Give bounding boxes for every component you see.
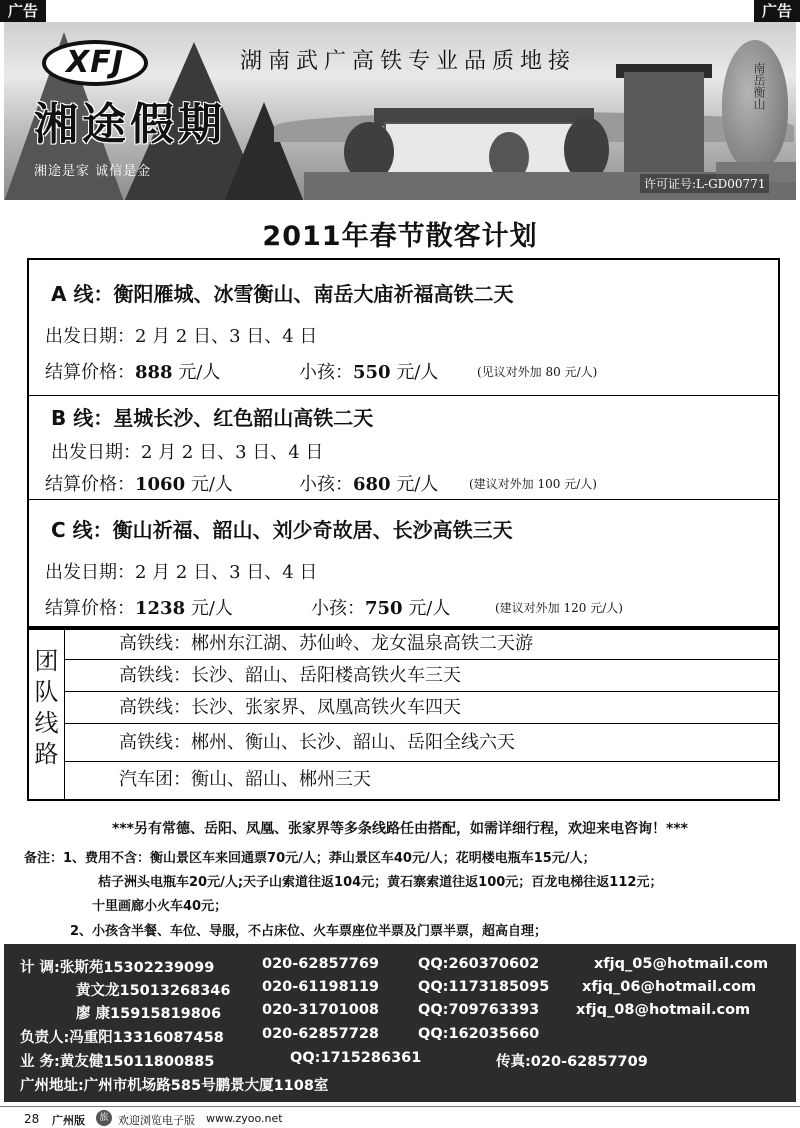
contact-email: xfjq_08@hotmail.com xyxy=(576,1002,751,1018)
website-link[interactable]: www.zyoo.net xyxy=(206,1112,283,1125)
brand-name: 湘途假期 xyxy=(34,99,226,150)
route-a-child-price xyxy=(299,358,438,384)
magazine-logo-icon: 旅 xyxy=(96,1110,112,1126)
group-tours-label xyxy=(29,628,65,799)
group-label-char: 队 xyxy=(34,678,59,706)
welcome-text: 欢迎浏览电子版 xyxy=(118,1114,195,1127)
child-unit: 元/人 xyxy=(396,474,439,495)
contact-address: 广州地址:广州市机场路585号鹏景大厦1108室 xyxy=(20,1078,329,1094)
route-b-child-price xyxy=(299,470,438,496)
route-a xyxy=(29,260,778,396)
contact-qq: QQ:260370602 xyxy=(418,956,540,972)
more-routes-notice: ***另有常德、岳阳、凤凰、张家界等多条线路任由搭配，如需详细行程，欢迎来电咨询！*** xyxy=(112,821,688,837)
former-residence-building xyxy=(384,122,584,177)
remark-line: 备注：1、费用不含：衡山景区车来回通票70元/人；莽山景区车40元/人；花明楼电瓶车15元/人； xyxy=(24,851,596,866)
child-price: 680 xyxy=(353,474,391,495)
route-b-price xyxy=(45,470,233,496)
temple xyxy=(624,72,704,172)
group-tour-row: 汽车团：衡山、韶山、郴州三天 xyxy=(119,769,371,790)
contact-name: 业 务:黄友健15011800885 xyxy=(20,1054,215,1070)
banner-headline: 湖南武广高铁专业品质地接 xyxy=(240,49,577,74)
routes-box xyxy=(27,258,780,630)
stone-inscription: 南岳衡山 xyxy=(752,62,766,110)
child-label: 小孩： xyxy=(299,474,353,495)
contact-phone: 020-62857769 xyxy=(262,956,379,972)
route-b-note: (建议对外加 100 元/人) xyxy=(469,477,597,491)
contact-panel xyxy=(4,944,796,1102)
route-a-note: (见议对外加 80 元/人) xyxy=(477,365,598,379)
contact-phone: 020-61198119 xyxy=(262,979,379,995)
plan-title: 2011年春节散客计划 xyxy=(262,221,538,252)
contact-name: 计 调:张斯苑15302239099 xyxy=(20,960,215,976)
ad-tag-right: 广告 xyxy=(754,0,800,22)
route-c-child-price xyxy=(311,594,450,620)
banner xyxy=(4,22,796,200)
route-a-title: A 线：衡阳雁城、冰雪衡山、南岳大庙祈福高铁二天 xyxy=(51,282,514,306)
contact-name: 廖 康15915819806 xyxy=(76,1006,222,1022)
company-logo: XFJ xyxy=(42,40,148,86)
child-label: 小孩： xyxy=(299,362,353,383)
child-price: 550 xyxy=(353,362,391,383)
route-c-title: C 线：衡山祈福、韶山、刘少奇故居、长沙高铁三天 xyxy=(51,518,513,542)
remark-line: 十里画廊小火车40元； xyxy=(92,899,228,914)
group-tour-row: 高铁线：郴州东江湖、苏仙岭、龙女温泉高铁二天游 xyxy=(65,628,778,660)
route-a-price xyxy=(45,358,220,384)
child-unit: 元/人 xyxy=(396,362,439,383)
route-a-dates: 出发日期：2 月 2 日、3 日、4 日 xyxy=(45,326,318,347)
contact-phone: 020-62857728 xyxy=(262,1026,379,1042)
group-label-char: 线 xyxy=(34,709,59,737)
route-c-price xyxy=(45,594,233,620)
contact-name: 黄文龙15013268346 xyxy=(76,983,231,999)
route-c-dates: 出发日期：2 月 2 日、3 日、4 日 xyxy=(45,562,318,583)
price-label: 结算价格： xyxy=(45,362,135,383)
remark-line: 2、小孩含半餐、车位、导服，不占床位、火车票座位半票及门票半票，超高自理； xyxy=(70,924,548,939)
group-label-char: 路 xyxy=(34,740,59,768)
price-label: 结算价格： xyxy=(45,598,135,619)
child-unit: 元/人 xyxy=(408,598,451,619)
group-label-char: 团 xyxy=(34,647,59,675)
child-price: 750 xyxy=(365,598,403,619)
adult-price: 1060 xyxy=(135,474,186,495)
contact-email: xfjq_05@hotmail.com xyxy=(594,956,769,972)
group-tour-row: 高铁线：长沙、张家界、凤凰高铁火车四天 xyxy=(65,692,778,724)
route-c xyxy=(29,500,778,628)
adult-unit: 元/人 xyxy=(190,598,233,619)
contact-qq: QQ:162035660 xyxy=(418,1026,540,1042)
adult-price: 1238 xyxy=(135,598,186,619)
mountain-peak xyxy=(224,102,304,200)
edition-label: 广州版 xyxy=(52,1114,85,1127)
adult-price: 888 xyxy=(135,362,173,383)
route-b xyxy=(29,396,778,500)
adult-unit: 元/人 xyxy=(178,362,221,383)
group-tours-box xyxy=(27,626,780,801)
contact-qq: QQ:709763393 xyxy=(418,1002,540,1018)
contact-qq: QQ:1173185095 xyxy=(418,979,550,995)
remark-line: 桔子洲头电瓶车20元/人;天子山索道往返104元；黄石寨索道往返100元；百龙电梯往返112元； xyxy=(98,875,663,890)
route-b-title: B 线：星城长沙、红色韶山高铁二天 xyxy=(51,406,374,430)
price-label: 结算价格： xyxy=(45,474,135,495)
contact-phone: 020-31701008 xyxy=(262,1002,379,1018)
route-c-note: (建议对外加 120 元/人) xyxy=(495,601,623,615)
page-footer xyxy=(0,1106,800,1128)
contact-fax: 传真:020-62857709 xyxy=(496,1054,648,1070)
license-number: 许可证号:L-GD00771 xyxy=(640,174,769,193)
route-b-dates: 出发日期：2 月 2 日、3 日、4 日 xyxy=(51,442,324,463)
page-number: 28 xyxy=(24,1112,40,1126)
group-tour-row: 高铁线：郴州、衡山、长沙、韶山、岳阳全线六天 xyxy=(65,724,778,762)
contact-name: 负责人:冯重阳13316087458 xyxy=(20,1030,224,1046)
brand-slogan: 湘途是家 诚信是金 xyxy=(34,164,152,179)
adult-unit: 元/人 xyxy=(190,474,233,495)
contact-qq: QQ:1715286361 xyxy=(290,1050,422,1066)
contact-email: xfjq_06@hotmail.com xyxy=(582,979,757,995)
ad-tag-left: 广告 xyxy=(0,0,46,22)
group-tour-row: 高铁线：长沙、韶山、岳阳楼高铁火车三天 xyxy=(65,660,778,692)
child-label: 小孩： xyxy=(311,598,365,619)
